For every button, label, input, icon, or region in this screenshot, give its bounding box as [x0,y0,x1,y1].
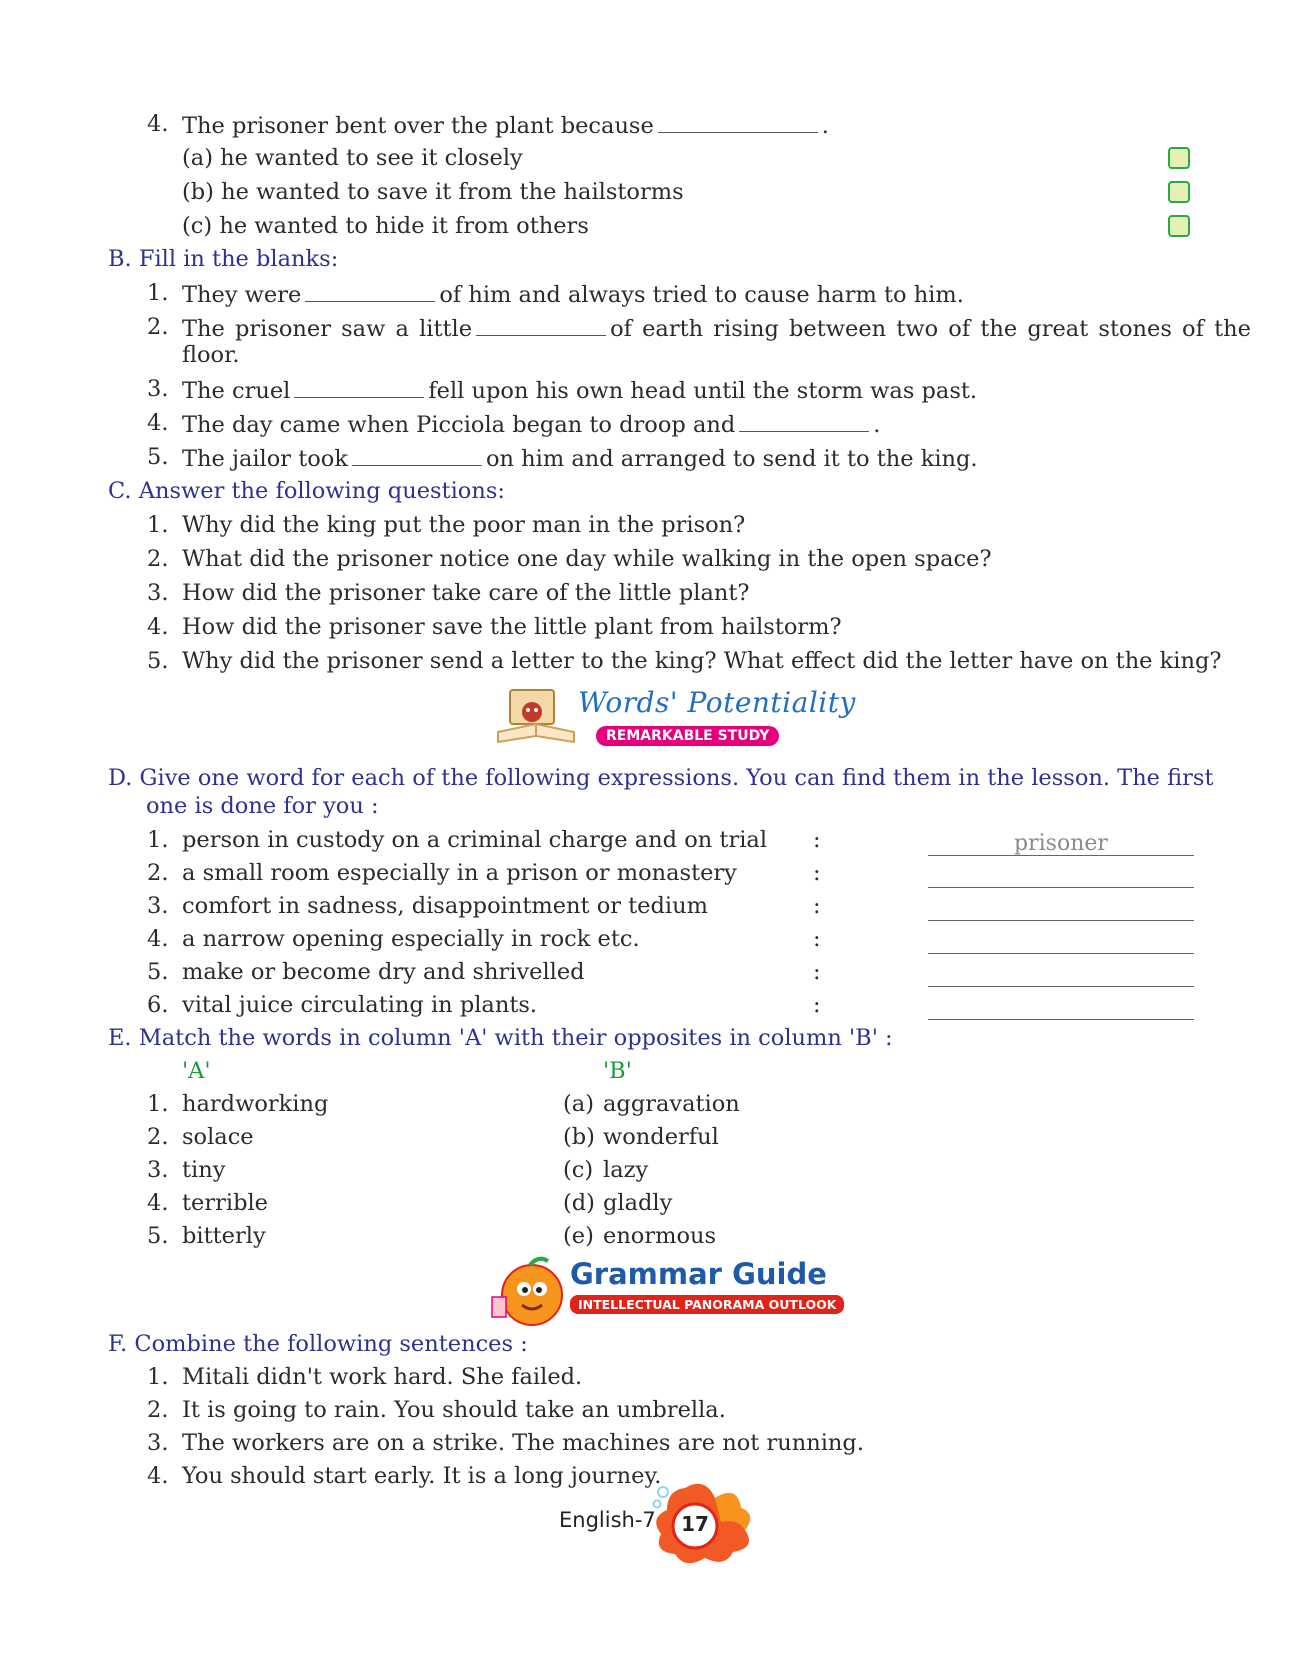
fill-blank [294,375,424,398]
orange-mascot-icon [490,1255,566,1331]
fill-blank [305,279,435,302]
answer-line[interactable] [928,887,1194,888]
answer-text: prisoner [1014,831,1108,856]
section-b-heading: B. Fill in the blanks: [108,246,339,272]
column-a-heading: 'A' [182,1058,211,1084]
question-number: 4. [147,111,169,137]
fill-blank [739,409,869,432]
page-number: 17 [681,1512,709,1536]
answer-checkbox[interactable] [1168,181,1190,203]
section-d-heading-cont: one is done for you : [146,793,379,819]
banner-subtitle: REMARKABLE STUDY [596,726,779,746]
fill-blank [476,313,606,336]
answer-checkbox[interactable] [1168,215,1190,237]
banner-title: Words' Potentiality [578,686,856,719]
banner-title: Grammar Guide [570,1257,827,1291]
words-potentiality-banner [496,686,856,750]
answer-line[interactable] [928,920,1194,921]
section-c-heading: C. Answer the following questions: [108,478,505,504]
book-title: English-7 [559,1508,656,1532]
book-reader-icon [496,686,576,750]
section-e-heading: E. Match the words in column 'A' with their opposites in column 'B' : [108,1025,893,1051]
question-stem: The prisoner bent over the plant because . [182,110,829,140]
answer-checkbox[interactable] [1168,147,1190,169]
page-footer [555,1478,775,1568]
banner-subtitle: INTELLECTUAL PANORAMA OUTLOOK [570,1295,844,1314]
answer-line[interactable] [928,986,1194,987]
answer-line[interactable] [928,1019,1194,1020]
answer-line[interactable] [928,953,1194,954]
answer-line[interactable] [928,855,1194,856]
column-b-heading: 'B' [603,1058,632,1084]
answer-blank [658,110,818,133]
fill-blank [352,443,482,466]
grammar-guide-banner [490,1255,837,1335]
section-f-heading: F. Combine the following sentences : [108,1331,528,1357]
section-d-heading: D. Give one word for each of the following expressions. You can find them in the lesson. The first [108,765,1214,791]
